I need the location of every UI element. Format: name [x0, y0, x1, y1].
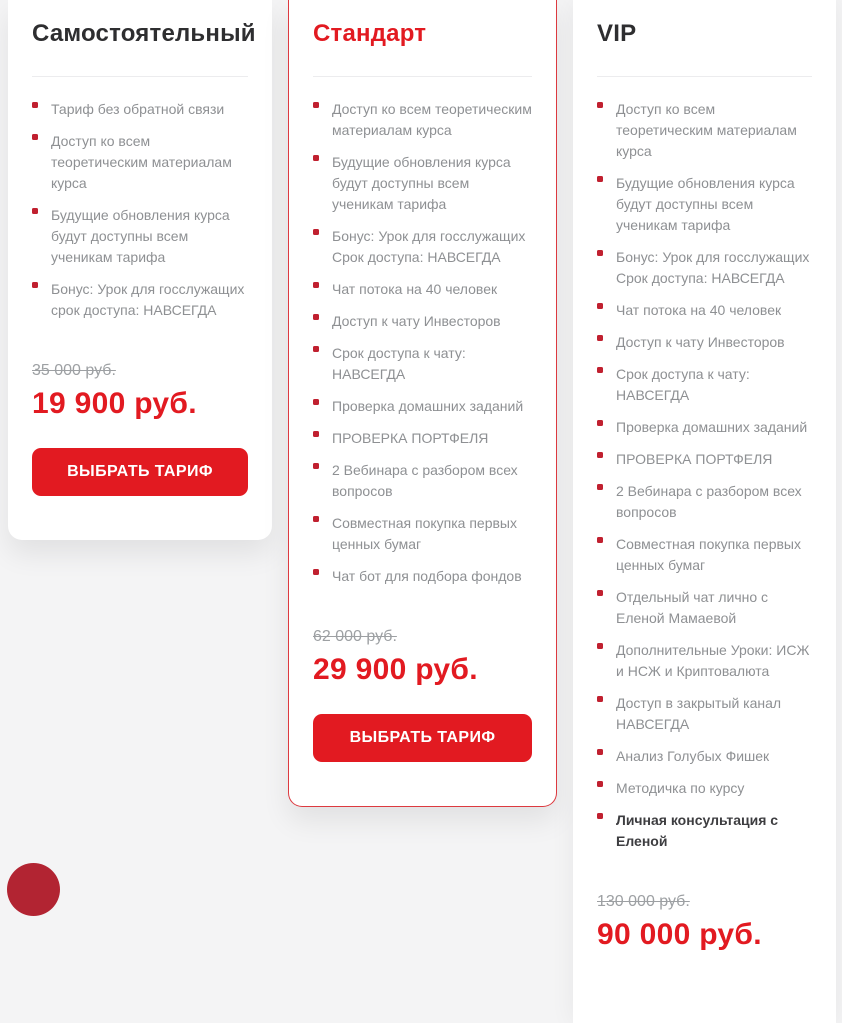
feature-list [313, 99, 532, 587]
feature-text: Совместная покупка первых ценных бумаг [616, 536, 801, 573]
bullet-icon [597, 102, 603, 108]
feature-item [32, 131, 248, 194]
feature-item [597, 99, 812, 162]
bullet-icon [313, 569, 319, 575]
bullet-icon [597, 420, 603, 426]
feature-item [313, 566, 532, 587]
bullet-icon [597, 813, 603, 819]
feature-item [597, 693, 812, 735]
feature-text: Дополнительные Уроки: ИСЖ и НСЖ и Криптовалюта [616, 642, 810, 679]
feature-item [32, 205, 248, 268]
tariff-card-self [8, 0, 272, 540]
tariff-card-standard [288, 0, 557, 807]
divider [313, 76, 532, 77]
feature-item [313, 279, 532, 300]
bullet-icon [597, 335, 603, 341]
card-title: VIP [597, 20, 637, 47]
feature-text: Проверка домашних заданий [616, 419, 808, 435]
feature-item [597, 746, 812, 767]
feature-text: Доступ ко всем теоретическим материалам курса [332, 101, 532, 138]
bullet-icon [313, 155, 319, 161]
bullet-icon [597, 367, 603, 373]
feature-text: Доступ в закрытый канал НАВСЕГДА [616, 695, 782, 732]
feature-text: Будущие обновления курса будут доступны всем ученикам тарифа [616, 175, 795, 233]
feature-item [313, 460, 532, 502]
feature-item [313, 311, 532, 332]
old-price: 62 000 руб. [313, 628, 397, 645]
decorative-circle [7, 863, 60, 916]
feature-item [313, 226, 532, 268]
feature-text: Будущие обновления курса будут доступны всем ученикам тарифа [51, 207, 230, 265]
feature-text: Совместная покупка первых ценных бумаг [332, 515, 517, 552]
old-price: 35 000 руб. [32, 362, 116, 379]
feature-text: Доступ к чату Инвесторов [332, 313, 501, 329]
feature-item [313, 343, 532, 385]
feature-item [597, 810, 812, 852]
bullet-icon [313, 399, 319, 405]
feature-text: Личная консультация с Еленой [616, 812, 779, 849]
feature-text: Доступ ко всем теоретическим материалам курса [616, 101, 797, 159]
bullet-icon [313, 463, 319, 469]
bullet-icon [32, 134, 38, 140]
feature-item [597, 778, 812, 799]
feature-item [597, 300, 812, 321]
feature-item [597, 534, 812, 576]
feature-text: Будущие обновления курса будут доступны всем ученикам тарифа [332, 154, 511, 212]
bullet-icon [597, 781, 603, 787]
feature-item [313, 428, 532, 449]
feature-text: Чат потока на 40 человек [616, 302, 782, 318]
feature-list [32, 99, 248, 321]
feature-text: Анализ Голубых Фишек [616, 748, 770, 764]
bullet-icon [597, 176, 603, 182]
feature-item [313, 396, 532, 417]
current-price: 29 900 руб. [313, 653, 478, 686]
current-price: 90 000 руб. [597, 918, 762, 951]
current-price: 19 900 руб. [32, 387, 197, 420]
feature-text: ПРОВЕРКА ПОРТФЕЛЯ [332, 430, 489, 446]
bullet-icon [597, 590, 603, 596]
feature-item [597, 481, 812, 523]
tariff-card-vip [573, 0, 836, 1023]
feature-text: Бонус: Урок для госслужащих Срок доступа: НАВСЕГДА [332, 228, 526, 265]
feature-text: 2 Вебинара с разбором всех вопросов [616, 483, 802, 520]
feature-text: Чат потока на 40 человек [332, 281, 498, 297]
old-price: 130 000 руб. [597, 893, 690, 910]
feature-item [313, 99, 532, 141]
bullet-icon [313, 102, 319, 108]
bullet-icon [597, 484, 603, 490]
feature-item [597, 587, 812, 629]
bullet-icon [597, 452, 603, 458]
bullet-icon [313, 431, 319, 437]
feature-text: Отдельный чат лично с Еленой Мамаевой [616, 589, 769, 626]
feature-text: Проверка домашних заданий [332, 398, 524, 414]
feature-text: Срок доступа к чату: НАВСЕГДА [332, 345, 466, 382]
feature-item [597, 417, 812, 438]
feature-text: Чат бот для подбора фондов [332, 568, 522, 584]
bullet-icon [313, 282, 319, 288]
feature-text: Доступ к чату Инвесторов [616, 334, 785, 350]
bullet-icon [597, 250, 603, 256]
card-title: Стандарт [313, 20, 427, 47]
feature-item [597, 640, 812, 682]
feature-item [597, 173, 812, 236]
bullet-icon [313, 229, 319, 235]
feature-item [597, 247, 812, 289]
feature-list [597, 99, 812, 852]
bullet-icon [313, 314, 319, 320]
bullet-icon [32, 102, 38, 108]
bullet-icon [597, 303, 603, 309]
bullet-icon [597, 643, 603, 649]
feature-item [313, 513, 532, 555]
feature-item [32, 99, 248, 120]
feature-item [32, 279, 248, 321]
bullet-icon [313, 346, 319, 352]
select-tariff-button[interactable]: ВЫБРАТЬ ТАРИФ [32, 448, 248, 496]
feature-text: Бонус: Урок для госслужащих срок доступа: НАВСЕГДА [51, 281, 245, 318]
bullet-icon [597, 537, 603, 543]
bullet-icon [597, 749, 603, 755]
feature-text: Тариф без обратной связи [51, 101, 225, 117]
feature-item [597, 364, 812, 406]
divider [32, 76, 248, 77]
bullet-icon [313, 516, 319, 522]
feature-item [597, 332, 812, 353]
divider [597, 76, 812, 77]
card-title: Самостоятельный [32, 20, 256, 47]
feature-text: 2 Вебинара с разбором всех вопросов [332, 462, 518, 499]
select-tariff-button[interactable]: ВЫБРАТЬ ТАРИФ [313, 714, 532, 762]
bullet-icon [597, 696, 603, 702]
feature-text: Методичка по курсу [616, 780, 745, 796]
feature-item [597, 449, 812, 470]
feature-text: Доступ ко всем теоретическим материалам курса [51, 133, 232, 191]
feature-item [313, 152, 532, 215]
feature-text: ПРОВЕРКА ПОРТФЕЛЯ [616, 451, 773, 467]
feature-text: Бонус: Урок для госслужащих Срок доступа: НАВСЕГДА [616, 249, 810, 286]
feature-text: Срок доступа к чату: НАВСЕГДА [616, 366, 750, 403]
bullet-icon [32, 282, 38, 288]
bullet-icon [32, 208, 38, 214]
